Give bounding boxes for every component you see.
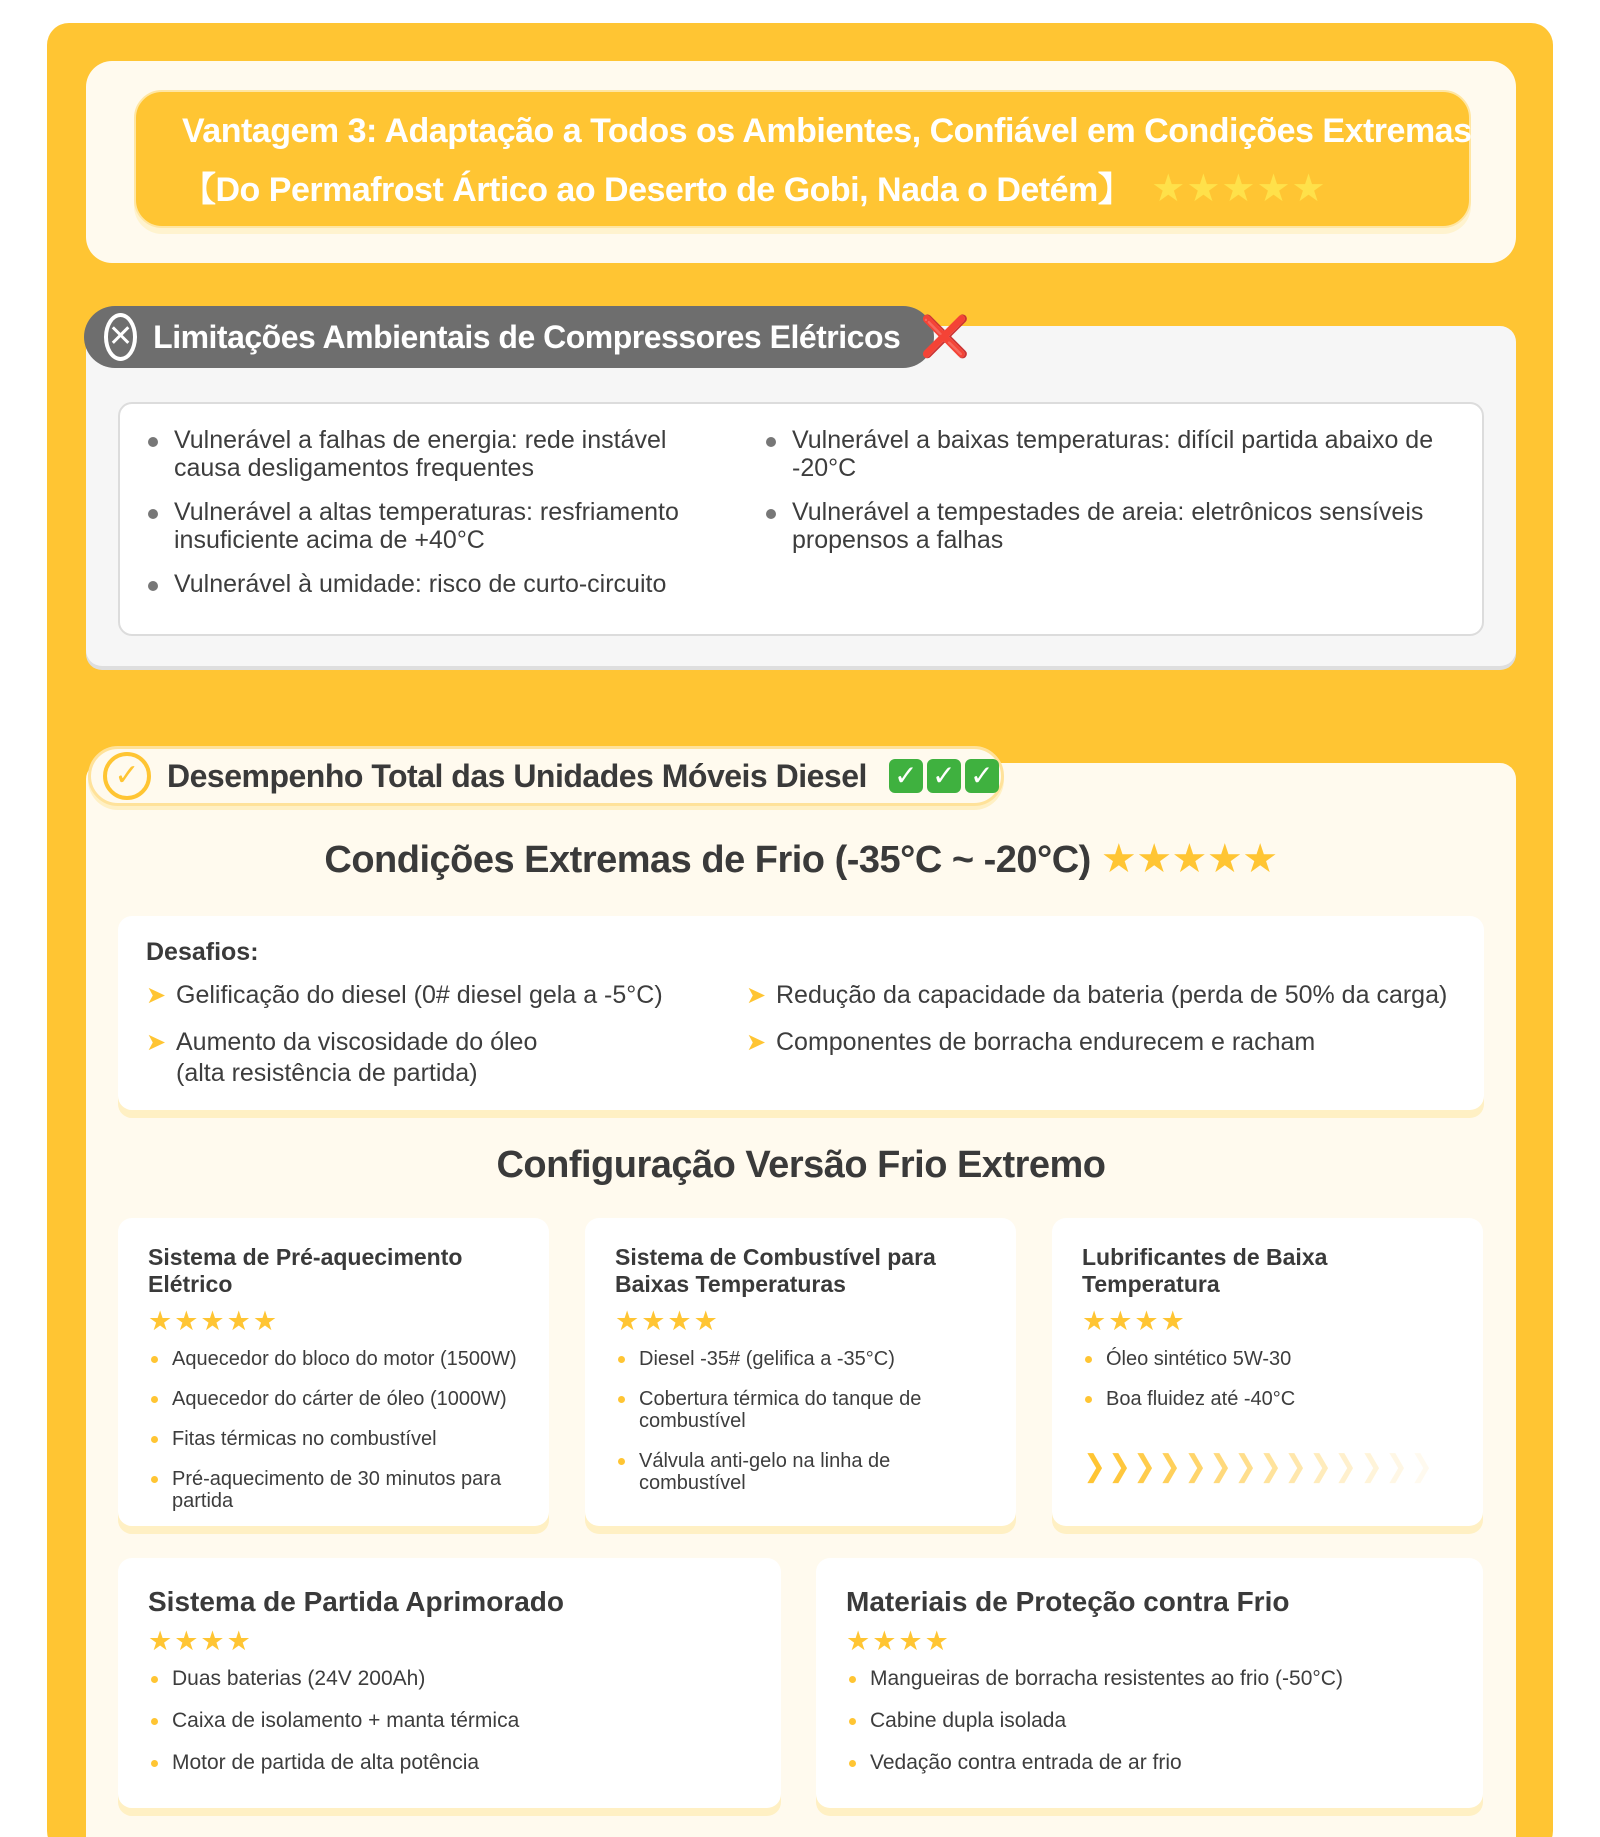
arrow-icon: ➤ (146, 982, 167, 1009)
cold-conditions-title: Condições Extremas de Frio (-35°C ~ -20°C) (324, 839, 1091, 881)
diesel-header (88, 746, 1004, 806)
limitation-item: Vulnerável a altas temperaturas: resfriamento insuficiente acima de +40°C (146, 498, 706, 554)
x-circle-icon: ✕ (104, 313, 137, 361)
config-card-cold-protection (816, 1558, 1483, 1808)
challenge-item (146, 980, 706, 1011)
green-checks (889, 759, 999, 793)
hero-rating-stars: ★★★★★ (1151, 168, 1327, 210)
challenge-text: Gelificação do diesel (0# diesel gela a -5°C) (176, 981, 663, 1009)
config-card-starting (118, 1558, 781, 1808)
cold-rating-stars: ★★★★★ (1100, 837, 1278, 881)
limitation-item: Vulnerável a tempestades de areia: eletrônicos sensíveis propensos a falhas (764, 498, 1444, 554)
diesel-title: Desempenho Total das Unidades Móveis Diesel (167, 757, 867, 794)
check-circle-icon: ✓ (103, 752, 151, 800)
challenge-text: Componentes de borracha endurecem e racham (776, 1028, 1316, 1056)
config-card-list (148, 1668, 751, 1774)
challenges-col-right (746, 980, 1466, 1074)
config-heading: Configuração Versão Frio Extremo (496, 1144, 1106, 1186)
cold-conditions-heading (86, 836, 1516, 882)
config-card-fuel (585, 1218, 1016, 1526)
rating-stars: ★★★★ (846, 1626, 951, 1656)
config-card-title: Materiais de Proteção contra Frio (846, 1586, 1290, 1617)
rating-stars: ★★★★ (1082, 1306, 1187, 1336)
list-item: Boa fluidez até -40°C (1082, 1388, 1453, 1410)
config-card-list (846, 1668, 1453, 1774)
challenges-col-left (146, 980, 706, 1105)
arrow-icon: ➤ (746, 1029, 767, 1056)
rating-stars: ★★★★ (615, 1306, 720, 1336)
config-card-list (148, 1348, 519, 1512)
limitation-item: Vulnerável a baixas temperaturas: difícil partida abaixo de -20°C (764, 426, 1444, 482)
config-card-title: Sistema de Combustível para Baixas Temperaturas (615, 1244, 936, 1297)
hero-subtitle-text: 【Do Permafrost Ártico ao Deserto de Gobi, Nada o Detém】 (182, 171, 1132, 209)
config-card-list (1082, 1348, 1453, 1410)
list-item: Duas baterias (24V 200Ah) (148, 1668, 751, 1690)
list-item: Cobertura térmica do tanque de combustível (615, 1388, 986, 1432)
limitation-item: Vulnerável a falhas de energia: rede instável causa desligamentos frequentes (146, 426, 706, 482)
limitations-header (84, 306, 971, 368)
challenges-label: Desafios: (146, 938, 259, 966)
hero-subtitle (182, 160, 1423, 219)
config-card-list (615, 1348, 986, 1494)
chevron-decoration-icon: ❯ ❯ ❯ ❯ ❯ ❯ ❯ ❯ ❯ ❯ ❯ ❯ ❯ ❯ (1083, 1450, 1433, 1483)
list-item: Válvula anti-gelo na linha de combustível (615, 1450, 986, 1494)
list-item: Mangueiras de borracha resistentes ao frio (-50°C) (846, 1668, 1453, 1690)
list-item: Diesel -35# (gelifica a -35°C) (615, 1348, 986, 1370)
challenges-card (118, 916, 1484, 1110)
list-item: Vedação contra entrada de ar frio (846, 1752, 1453, 1774)
green-check-icon: ✓ (889, 759, 923, 793)
list-item: Pré-aquecimento de 30 minutos para partida (148, 1468, 519, 1512)
rating-stars: ★★★★ (148, 1626, 253, 1656)
challenge-item (746, 1027, 1466, 1058)
list-item: Caixa de isolamento + manta térmica (148, 1710, 751, 1732)
limitations-list (118, 402, 1484, 636)
config-card-title: Sistema de Partida Aprimorado (148, 1586, 564, 1617)
challenge-text: Redução da capacidade da bateria (perda de 50% da carga) (776, 981, 1448, 1009)
config-card-title: Sistema de Pré-aquecimento Elétrico (148, 1244, 463, 1297)
list-item: Aquecedor do bloco do motor (1500W) (148, 1348, 519, 1370)
list-item: Motor de partida de alta potência (148, 1752, 751, 1774)
challenge-text: Aumento da viscosidade do óleo (alta resistência de partida) (176, 1028, 538, 1087)
list-item: Óleo sintético 5W-30 (1082, 1348, 1453, 1370)
challenge-item (146, 1027, 706, 1089)
hero-banner (134, 90, 1471, 228)
red-x-icon: ❌ (920, 315, 971, 359)
limitations-col-right (764, 426, 1444, 570)
config-card-preheat (118, 1218, 549, 1526)
list-item: Cabine dupla isolada (846, 1710, 1453, 1732)
limitations-col-left (146, 426, 706, 614)
rating-stars: ★★★★★ (148, 1306, 280, 1336)
green-check-icon: ✓ (927, 759, 961, 793)
arrow-icon: ➤ (746, 982, 767, 1009)
hero-title: Vantagem 3: Adaptação a Todos os Ambientes, Confiável em Condições Extremas (182, 112, 1472, 150)
limitation-item: Vulnerável à umidade: risco de curto-circuito (146, 570, 706, 598)
config-card-title: Lubrificantes de Baixa Temperatura (1082, 1244, 1328, 1297)
list-item: Fitas térmicas no combustível (148, 1428, 519, 1450)
limitations-title: Limitações Ambientais de Compressores Elétricos (153, 318, 901, 355)
arrow-icon: ➤ (146, 1029, 167, 1056)
config-card-lubricants (1052, 1218, 1483, 1526)
challenge-item (746, 980, 1466, 1011)
list-item: Aquecedor do cárter de óleo (1000W) (148, 1388, 519, 1410)
green-check-icon: ✓ (965, 759, 999, 793)
